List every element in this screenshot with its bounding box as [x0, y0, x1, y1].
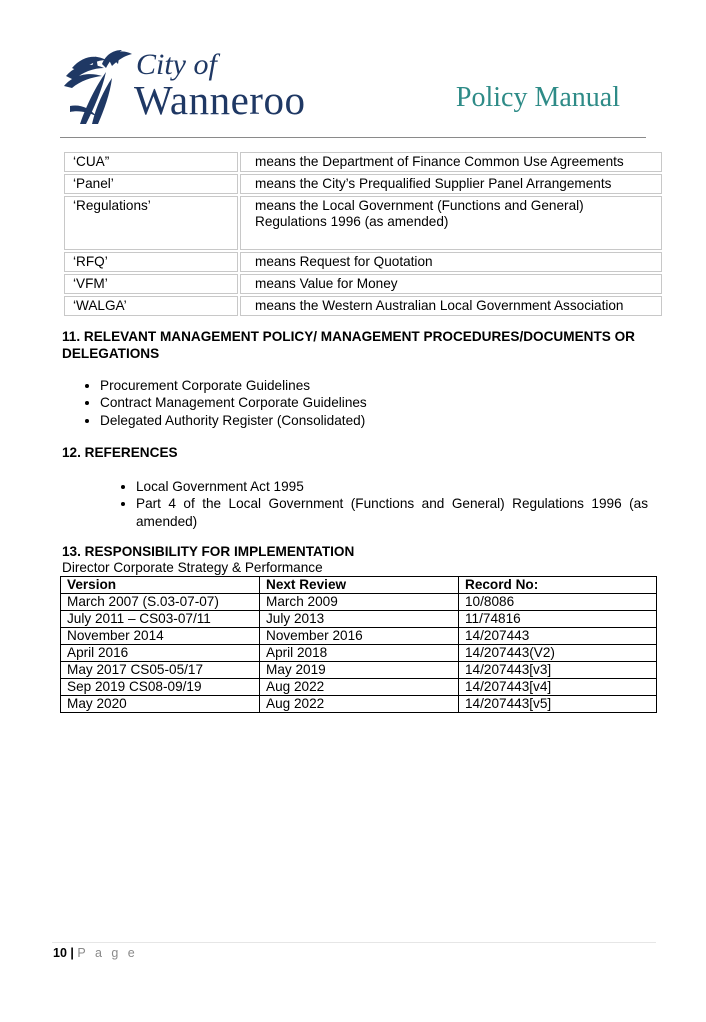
- header-divider: [60, 137, 646, 138]
- record-no-cell: 14/207443: [459, 628, 657, 645]
- definition-term: ‘WALGA’: [64, 296, 238, 316]
- column-header-version: Version: [61, 577, 260, 594]
- page-footer: [53, 946, 138, 960]
- definition-row: [64, 296, 662, 316]
- definition-term: ‘Panel’: [64, 174, 238, 194]
- table-row: [61, 628, 657, 645]
- section-12-list: [62, 478, 648, 530]
- record-no-cell: 14/207443[v5]: [459, 696, 657, 713]
- definitions-table: [62, 150, 664, 318]
- version-cell: March 2007 (S.03-07-07): [61, 594, 260, 611]
- version-cell: May 2017 CS05-05/17: [61, 662, 260, 679]
- responsible-officer: Director Corporate Strategy & Performance: [62, 560, 323, 575]
- version-cell: Sep 2019 CS08-09/19: [61, 679, 260, 696]
- policy-manual-title: Policy Manual: [455, 82, 620, 113]
- record-no-cell: 10/8086: [459, 594, 657, 611]
- definition-row: [64, 196, 662, 250]
- definition-row: [64, 252, 662, 272]
- next-review-cell: Aug 2022: [260, 679, 459, 696]
- table-row: [61, 611, 657, 628]
- list-item: • Procurement Corporate Guidelines: [100, 377, 367, 394]
- definition-term: ‘Regulations’: [64, 196, 238, 250]
- section-11-list: [62, 377, 367, 429]
- next-review-cell: Aug 2022: [260, 696, 459, 713]
- section-12-heading: 12. REFERENCES: [62, 445, 178, 460]
- list-item: • Local Government Act 1995: [136, 478, 648, 495]
- table-row: [61, 662, 657, 679]
- version-history-table: [60, 576, 657, 713]
- list-item: • Part 4 of the Local Government (Functions and General) Regulations 1996 (as amended): [136, 495, 648, 530]
- footer-separator: |: [70, 946, 74, 960]
- section-13-heading: 13. RESPONSIBILITY FOR IMPLEMENTATION: [62, 544, 355, 559]
- version-cell: May 2020: [61, 696, 260, 713]
- list-item: • Delegated Authority Register (Consolidated): [100, 412, 367, 429]
- definition-meaning: means the City’s Prequalified Supplier Panel Arrangements: [240, 174, 662, 194]
- column-header-record-no: Record No:: [459, 577, 657, 594]
- definition-meaning: means Request for Quotation: [240, 252, 662, 272]
- next-review-cell: March 2009: [260, 594, 459, 611]
- page-word: P a g e: [77, 946, 138, 960]
- table-row: [61, 696, 657, 713]
- definition-term: ‘RFQ’: [64, 252, 238, 272]
- definition-term: ‘CUA”: [64, 152, 238, 172]
- record-no-cell: 11/74816: [459, 611, 657, 628]
- definition-meaning: means the Western Australian Local Government Association: [240, 296, 662, 316]
- definition-row: [64, 174, 662, 194]
- logo-city-of-text: City of: [136, 48, 217, 81]
- list-item: • Contract Management Corporate Guidelines: [100, 394, 367, 411]
- definition-term: ‘VFM’: [64, 274, 238, 294]
- record-no-cell: 14/207443[v3]: [459, 662, 657, 679]
- footer-divider: [52, 942, 656, 943]
- record-no-cell: 14/207443(V2): [459, 645, 657, 662]
- table-row: [61, 679, 657, 696]
- version-cell: July 2011 – CS03-07/11: [61, 611, 260, 628]
- page-number: 10: [53, 946, 67, 960]
- definition-meaning: means Value for Money: [240, 274, 662, 294]
- version-cell: April 2016: [61, 645, 260, 662]
- definition-row: [64, 274, 662, 294]
- next-review-cell: April 2018: [260, 645, 459, 662]
- next-review-cell: November 2016: [260, 628, 459, 645]
- table-header-row: [61, 577, 657, 594]
- logo-wanneroo-text: Wanneroo: [134, 77, 306, 123]
- version-cell: November 2014: [61, 628, 260, 645]
- column-header-next-review: Next Review: [260, 577, 459, 594]
- next-review-cell: May 2019: [260, 662, 459, 679]
- definition-row: [64, 152, 662, 172]
- table-row: [61, 645, 657, 662]
- record-no-cell: 14/207443[v4]: [459, 679, 657, 696]
- next-review-cell: July 2013: [260, 611, 459, 628]
- definition-meaning: means the Department of Finance Common Use Agreements: [240, 152, 662, 172]
- definition-meaning: means the Local Government (Functions and General) Regulations 1996 (as amended): [240, 196, 662, 250]
- table-row: [61, 594, 657, 611]
- section-11-heading: 11. RELEVANT MANAGEMENT POLICY/ MANAGEMENT PROCEDURES/DOCUMENTS OR DELEGATIONS: [62, 329, 635, 361]
